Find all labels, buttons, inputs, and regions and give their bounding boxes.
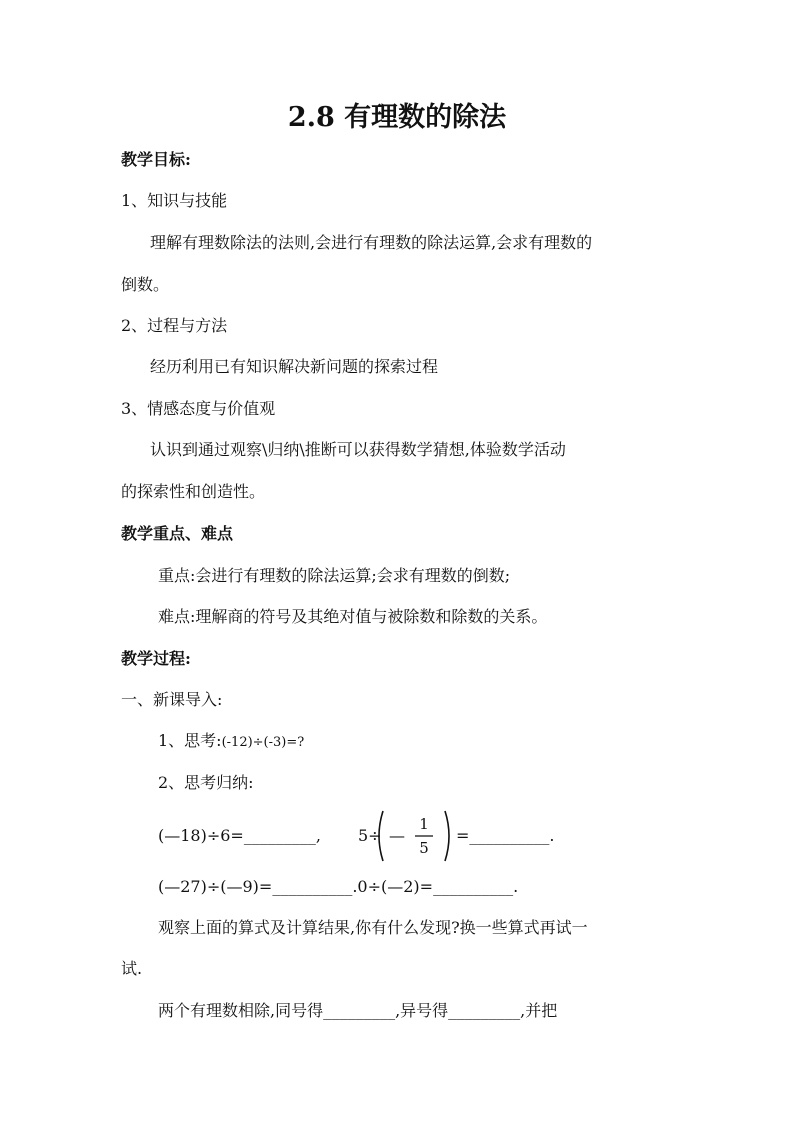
fraction-minus: — bbox=[389, 826, 405, 845]
item2-text: 经历利用已有知识解决新问题的探索过程 bbox=[150, 357, 439, 376]
rule-line: 两个有理数相除,同号得_________,异号得_________,并把 bbox=[158, 1001, 558, 1020]
expression-1: (—18)÷6=_________, bbox=[158, 826, 321, 845]
keypoint-text: 重点:会进行有理数的除法运算;会求有理数的倒数; bbox=[158, 566, 511, 585]
think2-label: 2、思考归纳: bbox=[158, 773, 254, 792]
intro-heading: 一、新课导入: bbox=[121, 690, 223, 709]
keypoints-heading: 教学重点、难点 bbox=[121, 524, 234, 543]
page-title: 2.8 有理数的除法 bbox=[287, 102, 507, 133]
fraction-brackets bbox=[373, 808, 455, 864]
item1-heading: 1、知识与技能 bbox=[121, 191, 228, 210]
think1 bbox=[158, 731, 304, 753]
item3-text-line2: 的探索性和创造性。 bbox=[121, 482, 266, 501]
objectives-heading: 教学目标: bbox=[121, 150, 191, 169]
think1-expression: (-12)÷(-3)=? bbox=[221, 735, 305, 750]
expression-2-prefix: 5÷ bbox=[358, 826, 382, 845]
expression-2-suffix: =__________. bbox=[456, 826, 555, 845]
observe-line2: 试. bbox=[121, 959, 143, 978]
item2-heading: 2、过程与方法 bbox=[121, 316, 228, 335]
fraction-group bbox=[373, 808, 455, 864]
think1-label: 1、思考: bbox=[158, 731, 222, 750]
item1-text-line2: 倒数。 bbox=[121, 275, 170, 294]
item1-text-line1: 理解有理数除法的法则,会进行有理数的除法运算,会求有理数的 bbox=[150, 233, 593, 252]
item3-text-line1: 认识到通过观察\归纳\推断可以获得数学猜想,体验数学活动 bbox=[150, 440, 566, 459]
fraction-numerator: 1 bbox=[419, 815, 429, 833]
expression-3: (—27)÷(—9)=__________.0÷(—2)=__________. bbox=[158, 877, 519, 896]
fraction-denominator: 5 bbox=[419, 839, 429, 857]
difficulty-text: 难点:理解商的符号及其绝对值与被除数和除数的关系。 bbox=[158, 607, 548, 626]
observe-line1: 观察上面的算式及计算结果,你有什么发现?换一些算式再试一 bbox=[158, 918, 588, 937]
process-heading: 教学过程: bbox=[121, 649, 191, 668]
item3-heading: 3、情感态度与价值观 bbox=[121, 399, 276, 418]
